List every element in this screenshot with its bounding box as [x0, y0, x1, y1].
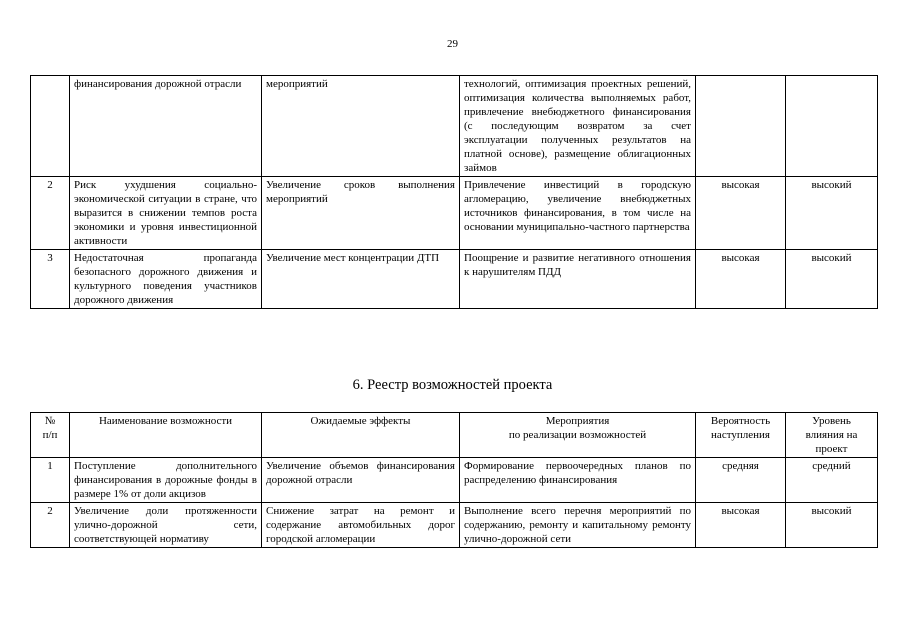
risk-probability: высокая: [696, 250, 786, 309]
opportunity-effects: Снижение затрат на ремонт и содержание автомобильных дорог городской агломерации: [262, 503, 460, 548]
header-effects: Ожидаемые эффекты: [262, 413, 460, 458]
row-number: [31, 76, 70, 177]
table-row: [31, 76, 878, 177]
opportunity-impact: высокий: [786, 503, 878, 548]
header-measures: Мероприятия по реализации возможностей: [460, 413, 696, 458]
row-number: 2: [31, 177, 70, 250]
opportunity-measures: Выполнение всего перечня мероприятий по содержанию, ремонту и капитальному ремонту улично-дорожной сети: [460, 503, 696, 548]
opportunity-name: Поступление дополнительного финансирования в дорожные фонды в размере 1% от доли акцизов: [70, 458, 262, 503]
opportunity-effects: Увеличение объемов финансирования дорожной отрасли: [262, 458, 460, 503]
risk-probability: высокая: [696, 177, 786, 250]
risk-probability: [696, 76, 786, 177]
risk-measures: технологий, оптимизация проектных решений, оптимизация количества выполняемых работ, привлечение внебюджетного финансирования (с последующим возвратом за счет эксплуатации полученных результатов на платной основе), размещение облигационных займов: [460, 76, 696, 177]
row-number: 3: [31, 250, 70, 309]
risk-impact: высокий: [786, 177, 878, 250]
opportunity-impact: средний: [786, 458, 878, 503]
opportunity-measures: Формирование первоочередных планов по распределению финансирования: [460, 458, 696, 503]
table-row: [31, 458, 878, 503]
opportunity-probability: высокая: [696, 503, 786, 548]
row-number: 1: [31, 458, 70, 503]
section-title: 6. Реестр возможностей проекта: [352, 377, 553, 393]
risk-impact: высокий: [786, 250, 878, 309]
risk-name: Риск ухудшения социально-экономической ситуации в стране, что выразится в снижении темпов роста экономики и уровня инвестиционной активности: [70, 177, 262, 250]
page-number: 29: [447, 38, 458, 50]
risk-name: Недостаточная пропаганда безопасного дорожного движения и культурного поведения участников дорожного движения: [70, 250, 262, 309]
table-header-row: [31, 413, 878, 458]
risk-impact: [786, 76, 878, 177]
risk-register-table: [30, 75, 878, 309]
opportunity-probability: средняя: [696, 458, 786, 503]
row-number: 2: [31, 503, 70, 548]
header-name: Наименование возможности: [70, 413, 262, 458]
risk-effects: Увеличение мест концентрации ДТП: [262, 250, 460, 309]
opportunity-register-table: [30, 412, 878, 548]
risk-effects: мероприятий: [262, 76, 460, 177]
table-row: [31, 503, 878, 548]
risk-measures: Привлечение инвестиций в городскую агломерацию, увеличение внебюджетных источников финансирования, в том числе на основании муниципально-частного партнерства: [460, 177, 696, 250]
table-row: [31, 177, 878, 250]
header-probability: Вероятность наступления: [696, 413, 786, 458]
opportunity-name: Увеличение доли протяженности улично-дорожной сети, соответствующей нормативу: [70, 503, 262, 548]
header-num: № п/п: [31, 413, 70, 458]
risk-effects: Увеличение сроков выполнения мероприятий: [262, 177, 460, 250]
table-row: [31, 250, 878, 309]
risk-name: финансирования дорожной отрасли: [70, 76, 262, 177]
header-impact: Уровень влияния на проект: [786, 413, 878, 458]
risk-measures: Поощрение и развитие негативного отношения к нарушителям ПДД: [460, 250, 696, 309]
